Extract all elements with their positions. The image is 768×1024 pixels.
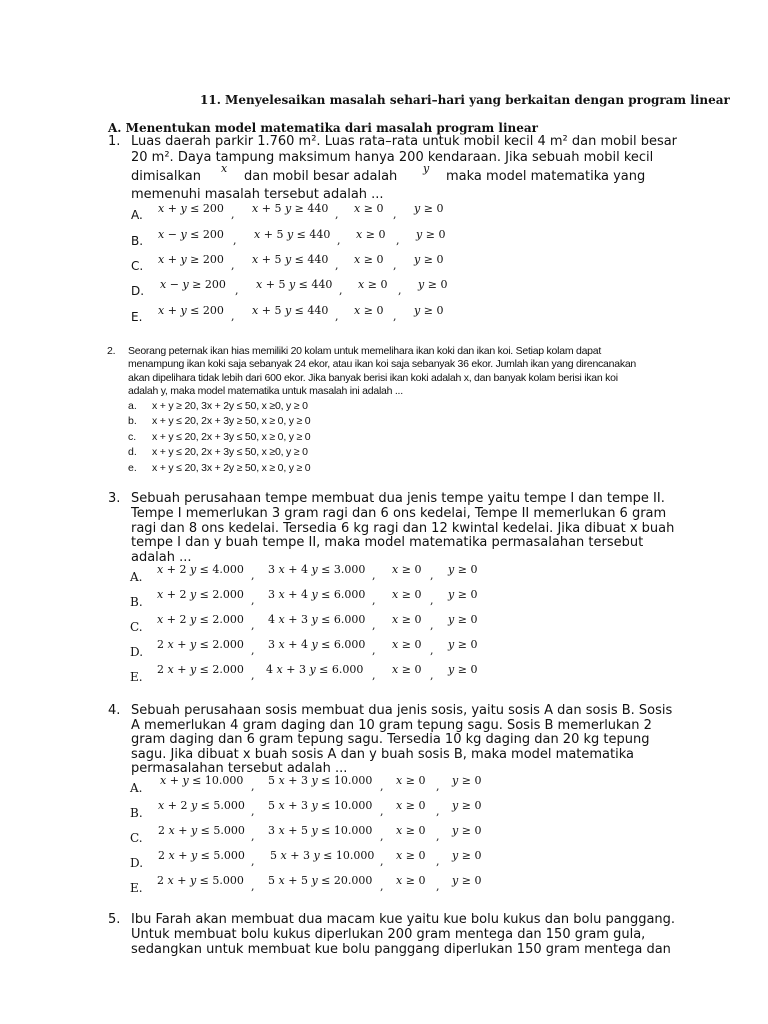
option-letter: e. [128, 462, 137, 474]
comma: , [231, 208, 235, 221]
inequality: 2 x + y ≤ 5.000 [157, 874, 244, 887]
comma: , [251, 569, 255, 582]
inequality: 4 x + 3 y ≤ 6.000 [268, 613, 366, 626]
comma: , [251, 594, 255, 607]
comma: , [372, 669, 376, 682]
comma: , [430, 644, 434, 657]
question-text-line: gram daging dan 6 gram tepung sagu. Tersedia 10 kg daging dan 20 kg tepung [131, 732, 650, 747]
inequality: x ≥ 0 [392, 638, 422, 651]
inequality: y ≥ 0 [418, 278, 448, 291]
question-text-line: Luas daerah parkir 1.760 m². Luas rata–rata untuk mobil kecil 4 m² dan mobil besar [131, 134, 678, 149]
variable-x: x [221, 162, 228, 175]
comma: , [436, 780, 440, 793]
inequality: 2 x + y ≤ 5.000 [158, 849, 245, 862]
comma: , [339, 284, 343, 297]
comma: , [430, 669, 434, 682]
inequality: x ≥ 0 [396, 774, 426, 787]
inequality: y ≥ 0 [452, 824, 482, 837]
question-number: 5. [108, 912, 121, 927]
comma: , [251, 619, 255, 632]
question-text-line: sagu. Jika dibuat x buah sosis A dan y buah sosis B, maka model matematika [131, 747, 635, 762]
inequality: x ≥ 0 [354, 202, 384, 215]
question-text-line: adalah ... [131, 550, 192, 565]
inequality: x + 5 y ≥ 440 [252, 202, 329, 215]
option-letter: E. [130, 670, 143, 684]
comma: , [251, 830, 255, 843]
question-number: 3. [108, 491, 121, 506]
section-heading: 11. Menyelesaikan masalah sehari–hari yang berkaitan dengan program linear [200, 93, 730, 107]
question-number: 2. [107, 345, 116, 357]
inequality: x ≥ 0 [396, 824, 426, 837]
inequality: x + 2 y ≤ 2.000 [157, 588, 244, 601]
inequality: x + 2 y ≤ 2.000 [157, 613, 244, 626]
inequality: x ≥ 0 [396, 874, 426, 887]
question-text-line: maka model matematika yang [446, 169, 646, 184]
option-letter: C. [131, 259, 144, 273]
comma: , [380, 805, 384, 818]
question-text-line: Seorang peternak ikan hias memiliki 20 kolam untuk memelihara ikan koki dan ikan koi. Setiap kolam dapat [128, 345, 602, 357]
option-letter: d. [128, 446, 137, 458]
question-text-line: ragi dan 8 ons kedelai. Tersedia 6 kg ragi dan 12 kwintal kedelai. Jika dibuat x buah [131, 521, 675, 536]
comma: , [231, 259, 235, 272]
question-text-line: dan mobil besar adalah [244, 169, 398, 184]
inequality: 3 x + 5 y ≤ 10.000 [268, 824, 373, 837]
inequality: x + 5 y ≤ 440 [252, 304, 329, 317]
inequality: 5 x + 3 y ≤ 10.000 [268, 799, 373, 812]
inequality: 3 x + 4 y ≤ 6.000 [268, 588, 366, 601]
question-text-line: dimisalkan [131, 169, 201, 184]
comma: , [372, 594, 376, 607]
question-text-line: A memerlukan 4 gram daging dan 10 gram tepung sagu. Sosis B memerlukan 2 [131, 718, 652, 733]
inequality: 4 x + 3 y ≤ 6.000 [266, 663, 364, 676]
option-letter: D. [130, 856, 144, 870]
inequality: x ≥ 0 [354, 253, 384, 266]
comma: , [251, 855, 255, 868]
comma: , [380, 880, 384, 893]
inequality: y ≥ 0 [452, 849, 482, 862]
option-letter: C. [130, 831, 143, 845]
inequality: x ≥ 0 [392, 588, 422, 601]
comma: , [251, 669, 255, 682]
comma: , [396, 234, 400, 247]
comma: , [430, 594, 434, 607]
comma: , [393, 259, 397, 272]
inequality: 5 x + 3 y ≤ 10.000 [270, 849, 375, 862]
inequality: y ≥ 0 [416, 228, 446, 241]
question-text-line: adalah y, maka model matematika untuk masalah ini adalah ... [128, 385, 403, 397]
comma: , [380, 780, 384, 793]
inequality: x ≥ 0 [396, 849, 426, 862]
question-text-line: Sebuah perusahaan tempe membuat dua jenis tempe yaitu tempe I dan tempe II. [131, 491, 665, 506]
inequality: x + 2 y ≤ 4.000 [157, 563, 244, 576]
question-text-line: Tempe I memerlukan 3 gram ragi dan 6 ons kedelai, Tempe II memerlukan 6 gram [131, 506, 667, 521]
comma: , [372, 644, 376, 657]
inequality: y ≥ 0 [448, 588, 478, 601]
inequality: x ≥ 0 [392, 563, 422, 576]
inequality: x ≥ 0 [356, 228, 386, 241]
question-text-line: Sebuah perusahaan sosis membuat dua jenis sosis, yaitu sosis A dan sosis B. Sosis [131, 703, 673, 718]
question-text-line: permasalahan tersebut adalah ... [131, 761, 348, 776]
question-text-line: memenuhi masalah tersebut adalah ... [131, 187, 384, 202]
option-letter: B. [131, 234, 144, 248]
comma: , [251, 805, 255, 818]
inequality: 5 x + 5 y ≤ 20.000 [268, 874, 373, 887]
inequality: x + 5 y ≤ 440 [252, 253, 329, 266]
inequality: x ≥ 0 [358, 278, 388, 291]
option-letter: b. [128, 415, 137, 427]
question-text-line: Ibu Farah akan membuat dua macam kue yaitu kue bolu kukus dan bolu panggang. [131, 912, 676, 927]
question-number: 4. [108, 703, 121, 718]
inequality: x + y ≥ 200 [158, 253, 224, 266]
option-letter: E. [130, 881, 143, 895]
comma: , [335, 208, 339, 221]
inequality: y ≥ 0 [448, 613, 478, 626]
option-letter: D. [131, 284, 145, 298]
inequality: x + 5 y ≤ 440 [254, 228, 331, 241]
option-letter: a. [128, 400, 137, 412]
comma: , [251, 644, 255, 657]
inequality: y ≥ 0 [452, 799, 482, 812]
comma: , [372, 569, 376, 582]
comma: , [436, 855, 440, 868]
comma: , [335, 259, 339, 272]
inequality: x + y ≤ 200 [158, 202, 224, 215]
inequality: y ≥ 0 [452, 874, 482, 887]
inequality: x − y ≤ 200 [158, 228, 224, 241]
inequality: y ≥ 0 [414, 253, 444, 266]
option-letter: B. [130, 595, 143, 609]
inequality: 3 x + 4 y ≤ 3.000 [268, 563, 366, 576]
inequality: 2 x + y ≤ 5.000 [158, 824, 245, 837]
option-letter: D. [130, 645, 144, 659]
option-text: x + y ≤ 20, 2x + 3y ≤ 50, x ≥ 0, y ≥ 0 [152, 431, 311, 443]
question-text-line: menampung ikan koki saja sebanyak 24 ekor, atau ikan koi saja sebanyak 36 ekor. Jumlah ikan yang direncanakan [128, 358, 636, 370]
option-text: x + y ≤ 20, 3x + 2y ≥ 50, x ≥ 0, y ≥ 0 [152, 462, 311, 474]
comma: , [430, 569, 434, 582]
variable-y: y [423, 162, 430, 175]
inequality: y ≥ 0 [448, 638, 478, 651]
question-text-line: akan dipelihara tidak lebih dari 600 ekor. Jika banyak berisi ikan koki adalah x, dan banyak kolam berisi ikan koi [128, 372, 618, 384]
inequality: y ≥ 0 [414, 304, 444, 317]
option-letter: A. [131, 208, 143, 222]
inequality: x + 5 y ≤ 440 [256, 278, 333, 291]
option-text: x + y ≤ 20, 2x + 3y ≥ 50, x ≥ 0, y ≥ 0 [152, 415, 311, 427]
option-letter: C. [130, 620, 143, 634]
comma: , [380, 855, 384, 868]
comma: , [372, 619, 376, 632]
comma: , [436, 880, 440, 893]
inequality: x + y ≤ 10.000 [160, 774, 244, 787]
comma: , [335, 310, 339, 323]
option-letter: E. [131, 310, 143, 324]
inequality: 5 x + 3 y ≤ 10.000 [268, 774, 373, 787]
comma: , [430, 619, 434, 632]
inequality: x ≥ 0 [392, 613, 422, 626]
comma: , [231, 310, 235, 323]
question-text-line: tempe I dan y buah tempe II, maka model matematika permasalahan tersebut [131, 535, 644, 550]
inequality: y ≥ 0 [448, 563, 478, 576]
option-letter: A. [130, 781, 143, 795]
inequality: 2 x + y ≤ 2.000 [157, 663, 244, 676]
inequality: y ≥ 0 [452, 774, 482, 787]
question-number: 1. [108, 134, 121, 149]
inequality: y ≥ 0 [414, 202, 444, 215]
comma: , [393, 208, 397, 221]
option-letter: B. [130, 806, 143, 820]
inequality: x ≥ 0 [354, 304, 384, 317]
question-text-line: sedangkan untuk membuat kue bolu panggang diperlukan 150 gram mentega dan [131, 942, 671, 957]
comma: , [436, 830, 440, 843]
comma: , [380, 830, 384, 843]
comma: , [436, 805, 440, 818]
inequality: y ≥ 0 [448, 663, 478, 676]
inequality: x + y ≤ 200 [158, 304, 224, 317]
option-letter: c. [128, 431, 137, 443]
option-text: x + y ≥ 20, 3x + 2y ≤ 50, x ≥0, y ≥ 0 [152, 400, 308, 412]
option-text: x + y ≤ 20, 2x + 3y ≤ 50, x ≥0, y ≥ 0 [152, 446, 308, 458]
option-letter: A. [130, 570, 143, 584]
comma: , [251, 780, 255, 793]
inequality: 2 x + y ≤ 2.000 [157, 638, 244, 651]
inequality: x ≥ 0 [396, 799, 426, 812]
subsection-heading: A. Menentukan model matematika dari masalah program linear [108, 121, 539, 135]
comma: , [393, 310, 397, 323]
comma: , [251, 880, 255, 893]
comma: , [337, 234, 341, 247]
question-text-line: 20 m². Daya tampung maksimum hanya 200 kendaraan. Jika sebuah mobil kecil [131, 150, 654, 165]
comma: , [398, 284, 402, 297]
inequality: 3 x + 4 y ≤ 6.000 [268, 638, 366, 651]
inequality: x + 2 y ≤ 5.000 [158, 799, 245, 812]
inequality: x − y ≥ 200 [160, 278, 226, 291]
inequality: x ≥ 0 [392, 663, 422, 676]
question-text-line: Untuk membuat bolu kukus diperlukan 200 gram mentega dan 150 gram gula, [131, 927, 646, 942]
comma: , [235, 284, 239, 297]
comma: , [233, 234, 237, 247]
